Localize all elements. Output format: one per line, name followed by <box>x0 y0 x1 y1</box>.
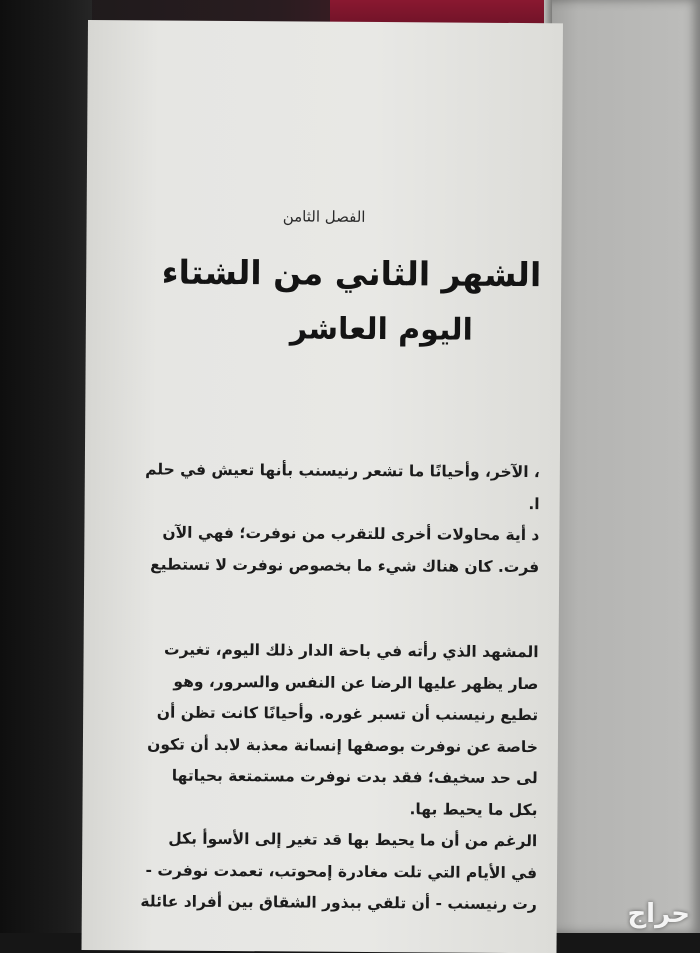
text-line-blank <box>84 586 539 643</box>
text-line: في الأيام التي تلت مغادرة إمحوتب، تعمدت نوفرت - <box>145 860 538 882</box>
text-line: ا. <box>528 494 540 513</box>
chapter-label: الفصل الثامن <box>282 207 366 226</box>
text-line: بكل ما يحيط بها. <box>409 799 538 819</box>
text-line: رت رنيسنب - أن تلقي ببذور الشقاق بين أفراد عائلة <box>140 892 537 914</box>
text-line: لى حد سخيف؛ فقد بدت نوفرت مستمتعة بحياتها <box>171 766 538 788</box>
book-page <box>82 20 563 953</box>
text-line: د أية محاولات أخرى للتقرب من نوفرت؛ فهي الآن <box>162 523 540 545</box>
text-line: تطيع رنيسنب أن تسبر غوره. وأحيانًا كانت تظن أن <box>156 703 539 725</box>
text-line: خاصة عن نوفرت بوصفها إنسانة معذبة لابد أن تكون <box>147 734 539 756</box>
watermark-logo: حراج <box>627 899 690 929</box>
facing-page <box>548 0 700 933</box>
chapter-title-line-2: اليوم العاشر <box>289 311 473 348</box>
text-line: ، الآخر، وأحيانًا ما تشعر رنيسنب بأنها تعيش في حلم <box>145 460 540 482</box>
text-line: الرغم من أن ما يحيط بها قد تغير إلى الأسوأ بكل <box>168 829 538 851</box>
text-line: فرت. كان هناك شيء ما بخصوص نوفرت لا تستطيع <box>150 554 540 576</box>
body-text <box>82 460 540 927</box>
text-line: صار يظهر عليها الرضا عن النفس والسرور، وهو <box>173 672 539 693</box>
text-line: المشهد الذي رأته في باحة الدار ذلك اليوم، تغيرت <box>164 640 539 662</box>
chapter-title-line-1: الشهر الثاني من الشتاء <box>161 252 542 295</box>
dark-background-left <box>0 0 92 933</box>
